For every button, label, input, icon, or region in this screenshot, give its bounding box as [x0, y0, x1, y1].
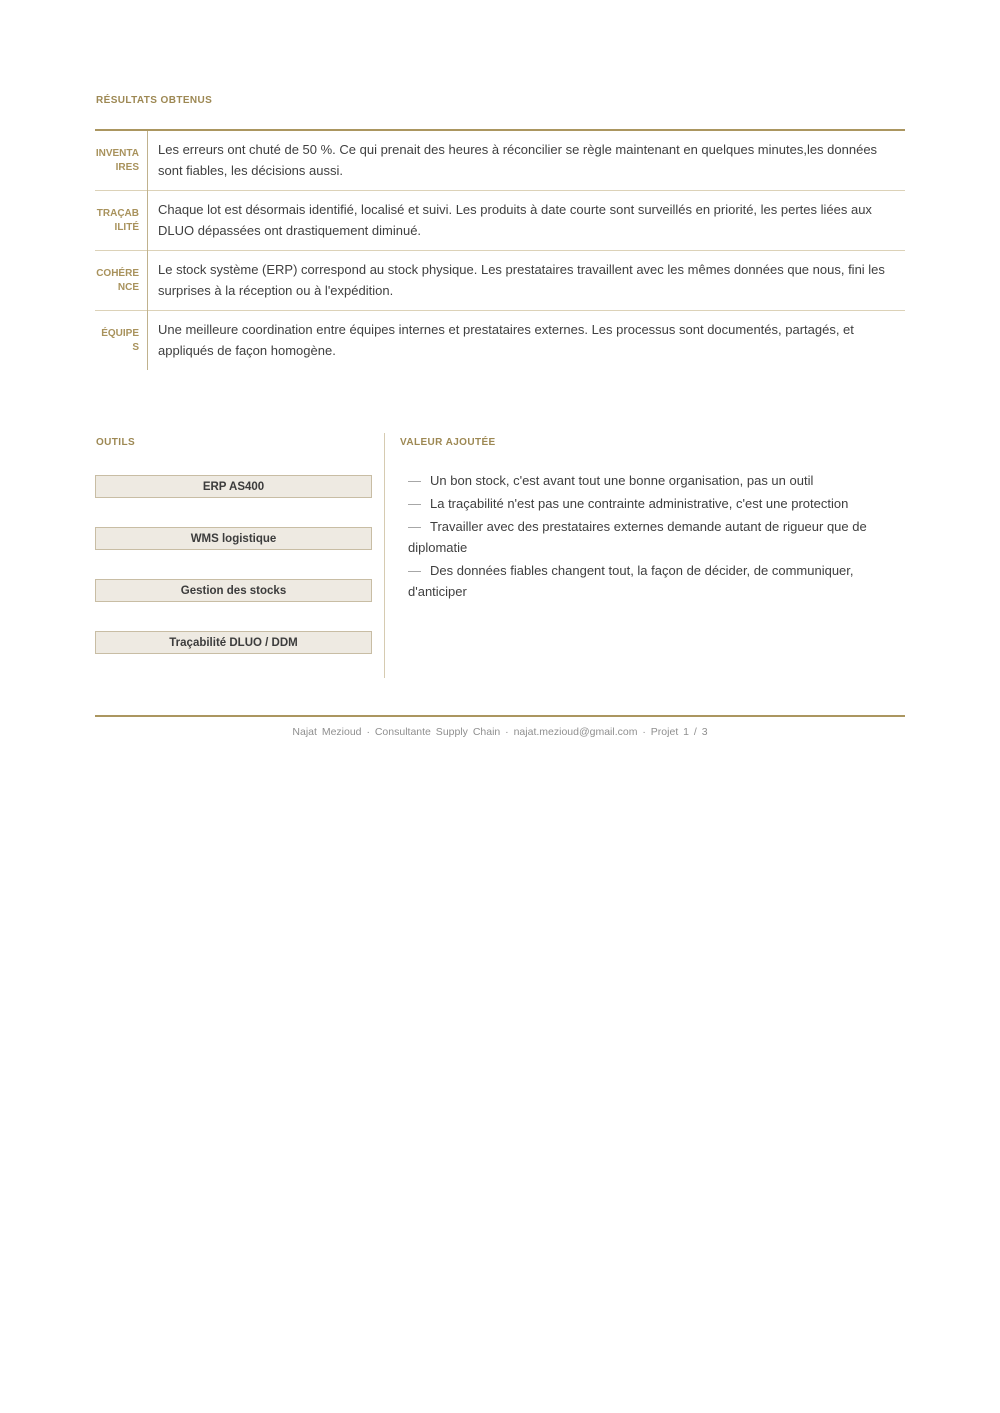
tool-button: ERP AS400	[95, 475, 372, 498]
result-row-text: Le stock système (ERP) correspond au stock physique. Les prestataires travaillent avec les mêmes données que nous, fini les surprises à la réception ou à l'expédition.	[158, 262, 885, 298]
dash-bullet-icon: —	[408, 496, 421, 511]
result-row-label: TRAÇABILITÉ	[96, 207, 139, 233]
tools-section-title: OUTILS	[96, 437, 136, 448]
result-row-text: Une meilleure coordination entre équipes internes et prestataires externes. Les processus sont documentés, partagés, et appliqués de façon homogène.	[158, 322, 854, 358]
result-row-text: Chaque lot est désormais identifié, localisé et suivi. Les produits à date courte sont surveillés en priorité, les pertes liées aux DLUO dépassées ont drastiquement diminué.	[158, 202, 872, 238]
result-row-label: INVENTAIRES	[95, 147, 139, 173]
tool-button: Gestion des stocks	[95, 579, 372, 602]
results-section-title: RÉSULTATS OBTENUS	[96, 95, 213, 106]
value-added-item	[408, 516, 908, 558]
value-added-section-title: VALEUR AJOUTÉE	[400, 437, 496, 448]
value-added-item-text: La traçabilité n'est pas une contrainte administrative, c'est une protection	[430, 496, 849, 511]
result-row	[95, 311, 905, 370]
result-row	[95, 131, 905, 191]
result-row-text: Les erreurs ont chuté de 50 %. Ce qui prenait des heures à réconcilier se règle maintenant en quelques minutes,les données sont fiables, les décisions aussi.	[158, 142, 878, 178]
tool-button: Traçabilité DLUO / DDM	[95, 631, 372, 654]
footer-rule	[95, 715, 905, 717]
table-vertical-divider	[147, 131, 148, 370]
value-added-item-text: Des données fiables changent tout, la façon de décider, de communiquer, d'anticiper	[408, 563, 854, 599]
column-divider	[384, 433, 385, 678]
value-added-item	[408, 560, 908, 602]
value-added-list	[408, 470, 908, 604]
result-row	[95, 251, 905, 311]
value-added-item-text: Travailler avec des prestataires externes demande autant de rigueur que de diplomatie	[408, 519, 867, 555]
result-row	[95, 191, 905, 251]
footer-byline: Najat Mezioud · Consultante Supply Chain · najat.mezioud@gmail.com · Projet 1 / 3	[292, 726, 708, 738]
tools-button-list	[95, 475, 372, 683]
result-row-label: ÉQUIPES	[101, 327, 139, 353]
results-table	[95, 131, 905, 370]
dash-bullet-icon: —	[408, 473, 421, 488]
tool-button: WMS logistique	[95, 527, 372, 550]
value-added-item	[408, 493, 908, 514]
dash-bullet-icon: —	[408, 563, 421, 578]
dash-bullet-icon: —	[408, 519, 421, 534]
result-row-label: COHÉRENCE	[96, 267, 139, 293]
value-added-item-text: Un bon stock, c'est avant tout une bonne organisation, pas un outil	[430, 473, 814, 488]
value-added-item	[408, 470, 908, 491]
